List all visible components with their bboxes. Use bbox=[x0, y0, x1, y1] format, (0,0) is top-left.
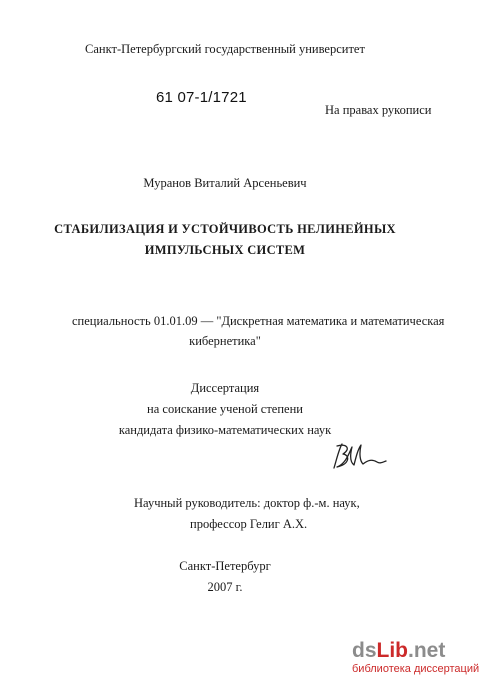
degree-seeking-label: на соискание ученой степени bbox=[147, 402, 303, 416]
dslib-logo: dsLib.net bbox=[352, 639, 446, 662]
year-label: 2007 г. bbox=[207, 580, 243, 594]
dslib-subtitle: библиотека диссертаций bbox=[352, 663, 479, 675]
city-name: Санкт-Петербург bbox=[179, 559, 271, 573]
author-name: Муранов Виталий Арсеньевич bbox=[143, 176, 307, 190]
specialty-line1: специальность 01.01.09 — "Дискретная математика и математическая bbox=[72, 314, 445, 328]
thesis-title-line1: СТАБИЛИЗАЦИЯ И УСТОЙЧИВОСТЬ НЕЛИНЕЙНЫХ bbox=[54, 222, 396, 236]
advisor-line1: Научный руководитель: доктор ф.-м. наук, bbox=[134, 496, 360, 510]
university-name: Санкт-Петербургский государственный университет bbox=[85, 42, 365, 56]
document-number: 61 07-1/1721 bbox=[156, 89, 247, 106]
degree-name: кандидата физико-математических наук bbox=[118, 423, 332, 437]
specialty-line2: кибернетика" bbox=[189, 334, 261, 348]
dissertation-label: Диссертация bbox=[190, 381, 260, 395]
dslib-watermark[interactable] bbox=[352, 639, 479, 675]
thesis-title-line2: ИМПУЛЬСНЫХ СИСТЕМ bbox=[144, 243, 306, 257]
signature-icon bbox=[328, 440, 388, 472]
manuscript-rights-label: На правах рукописи bbox=[325, 103, 432, 117]
advisor-line2: профессор Гелиг А.Х. bbox=[190, 517, 308, 531]
